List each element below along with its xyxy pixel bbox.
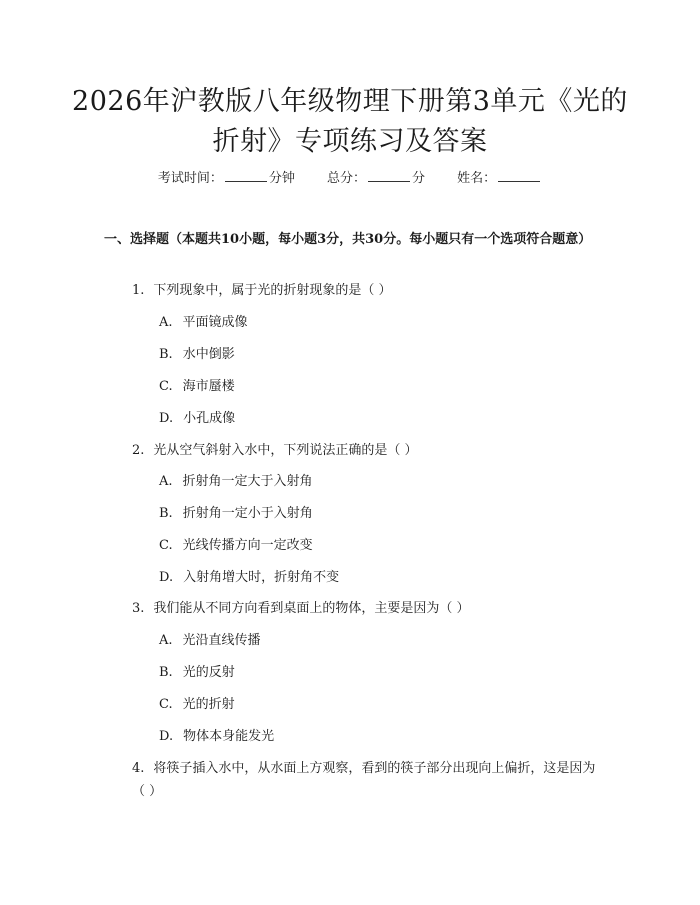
option-text: 折射角一定小于入射角 [182, 506, 313, 521]
option-letter: C. [159, 697, 173, 712]
option-2a [159, 471, 313, 493]
option-letter: B. [159, 665, 173, 680]
option-letter: A. [159, 315, 173, 330]
question-1 [132, 280, 392, 302]
exam-info [0, 168, 700, 189]
question-4 [132, 757, 597, 803]
option-letter: B. [159, 347, 173, 362]
option-3a [159, 630, 261, 652]
question-text: 我们能从不同方向看到桌面上的物体，主要是因为（ ） [153, 601, 470, 616]
question-text: 下列现象中，属于光的折射现象的是（ ） [153, 283, 392, 298]
option-1b [159, 344, 235, 366]
option-text: 光的折射 [182, 697, 235, 712]
exam-score-unit: 分 [412, 171, 426, 186]
exam-score-label: 总分： [326, 171, 366, 186]
option-text: 光的反射 [182, 665, 235, 680]
option-2c [159, 535, 313, 557]
option-text: 折射角一定大于入射角 [182, 474, 313, 489]
question-number: 4. [132, 761, 145, 776]
option-3d [159, 726, 274, 748]
question-number: 3. [132, 601, 145, 616]
exam-time [158, 171, 299, 186]
option-text: 海市蜃楼 [182, 379, 235, 394]
document-title: 2026年沪教版八年级物理下册第3单元《光的折射》专项练习及答案 [72, 86, 628, 157]
option-letter: D. [159, 729, 174, 744]
option-1c [159, 376, 235, 398]
section-title: 一、选择题（本题共10小题，每小题3分，共30分。每小题只有一个选项符合题意） [104, 232, 592, 247]
question-text: 光从空气斜射入水中，下列说法正确的是（ ） [153, 443, 418, 458]
option-text: 光沿直线传播 [182, 633, 261, 648]
exam-name-label: 姓名： [457, 171, 497, 186]
exam-time-blank [225, 168, 267, 182]
exam-score-blank [368, 168, 410, 182]
option-text: 入射角增大时，折射角不变 [183, 570, 340, 585]
exam-time-label: 考试时间： [157, 171, 223, 186]
option-letter: D. [159, 570, 174, 585]
option-1a [159, 312, 248, 334]
option-3b [159, 662, 235, 684]
option-2b [159, 503, 313, 525]
option-letter: C. [159, 538, 173, 553]
option-text: 水中倒影 [182, 347, 235, 362]
option-letter: B. [159, 506, 173, 521]
option-text: 小孔成像 [183, 411, 236, 426]
option-1d [159, 408, 235, 430]
option-letter: A. [159, 474, 173, 489]
option-text: 平面镜成像 [182, 315, 248, 330]
question-3 [132, 598, 470, 620]
exam-name-blank [498, 168, 540, 182]
question-2 [132, 440, 418, 462]
question-number: 2. [132, 443, 145, 458]
option-2d [159, 567, 339, 589]
option-letter: C. [159, 379, 173, 394]
option-letter: A. [159, 633, 173, 648]
option-3c [159, 694, 235, 716]
exam-name [457, 171, 542, 186]
exam-score [327, 171, 429, 186]
question-number: 1. [132, 283, 145, 298]
option-letter: D. [159, 411, 174, 426]
question-text: 将筷子插入水中，从水面上方观察，看到的筷子部分出现向上偏折，这是因为（ ） [132, 761, 596, 799]
exam-time-unit: 分钟 [268, 171, 295, 186]
option-text: 光线传播方向一定改变 [182, 538, 313, 553]
option-text: 物体本身能发光 [183, 729, 275, 744]
